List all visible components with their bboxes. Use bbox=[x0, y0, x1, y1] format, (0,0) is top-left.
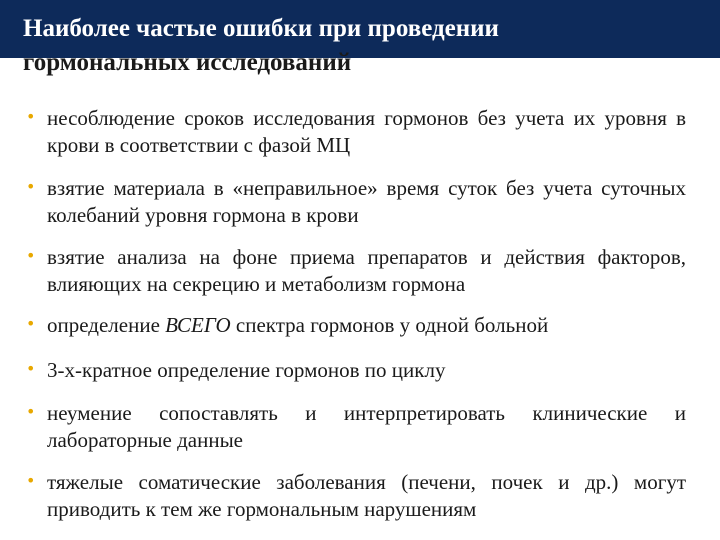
bullet-dot-icon: • bbox=[26, 359, 36, 378]
list-item-text-after: спектра гормонов у одной больной bbox=[230, 313, 549, 337]
list-item-text: несоблюдение сроков исследования гормонов без учета их уровня в крови в соответствии с фазой МЦ bbox=[47, 106, 686, 157]
bullet-dot-icon: • bbox=[26, 402, 36, 421]
bullet-dot-icon: • bbox=[26, 177, 36, 196]
list-item bbox=[26, 105, 686, 159]
list-item-text-emphasis: ВСЕГО bbox=[165, 313, 231, 337]
list-item bbox=[26, 400, 686, 454]
bullet-dot-icon: • bbox=[26, 314, 36, 333]
list-item bbox=[26, 244, 686, 298]
list-item bbox=[26, 312, 686, 339]
bullet-dot-icon: • bbox=[26, 107, 36, 126]
list-item-text: неумение сопоставлять и интерпретировать клинические и лабораторные данные bbox=[47, 401, 686, 452]
list-item-text: 3-х-кратное определение гормонов по циклу bbox=[47, 358, 446, 382]
list-item-text: взятие анализа на фоне приема препаратов и действия факторов, влияющих на секрецию и метаболизм гормона bbox=[47, 245, 686, 296]
list-item bbox=[26, 357, 686, 384]
list-item-text bbox=[47, 312, 686, 339]
slide-title-line-1: Наиболее частые ошибки при проведении bbox=[23, 15, 499, 42]
list-item-text-before: определение bbox=[47, 313, 166, 337]
list-item-text: взятие материала в «неправильное» время суток без учета суточных колебаний уровня гормона в крови bbox=[47, 176, 686, 227]
bullet-dot-icon: • bbox=[26, 246, 36, 265]
slide-title-line-2: гормональных исследований bbox=[23, 49, 352, 76]
list-item-text: тяжелые соматические заболевания (печени, почек и др.) могут приводить к тем же гормональным нарушениям bbox=[47, 470, 686, 521]
bullet-dot-icon: • bbox=[26, 471, 36, 490]
list-item bbox=[26, 175, 686, 229]
list-item bbox=[26, 469, 686, 523]
